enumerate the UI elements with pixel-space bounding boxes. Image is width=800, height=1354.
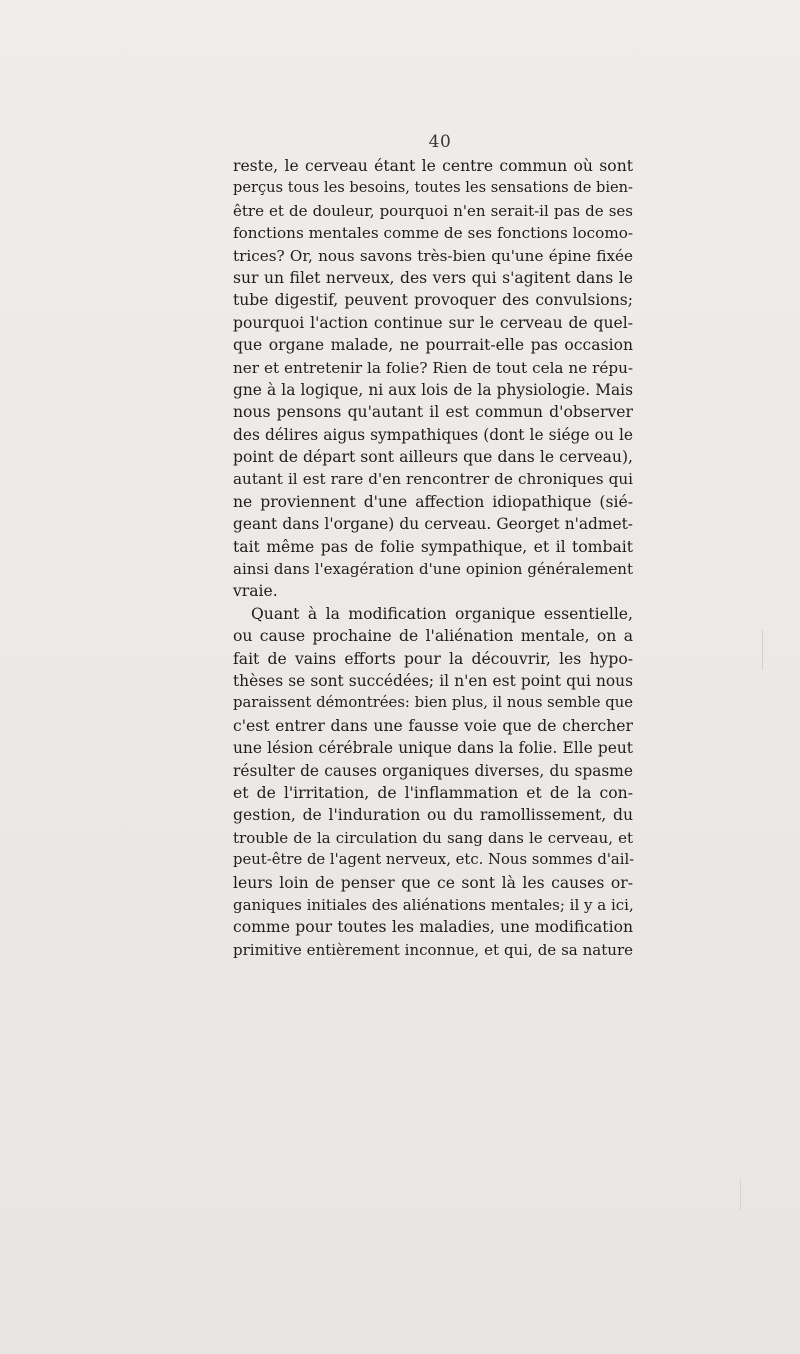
- text-line: des délires aigus sympathiques (dont le siége ou le: [233, 425, 633, 444]
- text-line: trices? Or, nous savons très-bien qu'une épine fixée: [233, 246, 633, 265]
- text-line: perçus tous les besoins, toutes les sensations de bien-: [233, 179, 633, 197]
- page-number: 40: [428, 132, 452, 152]
- text-line: point de départ sont ailleurs que dans le cerveau),: [233, 448, 633, 467]
- text-line: tube digestif, peuvent provoquer des convulsions;: [233, 291, 633, 310]
- text-line: geant dans l'organe) du cerveau. Georget n'admet-: [233, 515, 633, 534]
- text-line: thèses se sont succédées; il n'en est point qui nous: [233, 671, 633, 690]
- text-line: ne proviennent d'une affection idiopathique (sié-: [233, 492, 633, 511]
- paragraph-1: [233, 155, 633, 603]
- text-line: que organe malade, ne pourrait-elle pas occasion: [233, 336, 633, 355]
- text-line: vraie.: [233, 582, 278, 601]
- text-line: reste, le cerveau étant le centre commun où sont: [233, 157, 633, 175]
- paragraph-2: [233, 603, 633, 961]
- text-line: c'est entrer dans une fausse voie que de chercher: [233, 716, 633, 735]
- text-line: nous pensons qu'autant il est commun d'observer: [233, 403, 633, 422]
- text-line: pourquoi l'action continue sur le cerveau de quel-: [233, 313, 633, 332]
- body-text: [233, 155, 633, 961]
- text-line: fait de vains efforts pour la découvrir, les hypo-: [233, 649, 633, 668]
- text-line: trouble de la circulation du sang dans le cerveau, et: [233, 828, 633, 847]
- text-line: tait même pas de folie sympathique, et il tombait: [233, 537, 633, 556]
- text-line: primitive entièrement inconnue, et qui, de sa nature: [233, 940, 633, 959]
- text-line: et de l'irritation, de l'inflammation et de la con-: [233, 783, 633, 802]
- text-line: comme pour toutes les maladies, une modification: [233, 918, 633, 937]
- text-line: ner et entretenir la folie? Rien de tout cela ne répu-: [233, 358, 633, 377]
- text-line: Quant à la modification organique essentielle,: [251, 604, 633, 623]
- text-line: fonctions mentales comme de ses fonctions locomo-: [233, 224, 633, 243]
- text-line: une lésion cérébrale unique dans la folie. Elle peut: [233, 739, 633, 758]
- text-line: ainsi dans l'exagération d'une opinion généralement: [233, 560, 633, 579]
- text-line: autant il est rare d'en rencontrer de chroniques qui: [233, 470, 633, 489]
- text-line: sur un filet nerveux, des vers qui s'agitent dans le: [233, 268, 633, 287]
- text-line: être et de douleur, pourquoi n'en serait-il pas de ses: [233, 201, 633, 220]
- text-line: résulter de causes organiques diverses, du spasme: [233, 761, 633, 780]
- text-line: ou cause prochaine de l'aliénation mentale, on a: [233, 627, 633, 646]
- text-line: paraissent démontrées: bien plus, il nous semble que: [233, 694, 633, 712]
- text-line: gne à la logique, ni aux lois de la physiologie. Mais: [233, 380, 633, 399]
- paper-mark: [762, 630, 763, 670]
- text-line: leurs loin de penser que ce sont là les causes or-: [233, 873, 633, 892]
- text-line: ganiques initiales des aliénations mentales; il y a ici,: [233, 895, 634, 914]
- text-line: gestion, de l'induration ou du ramollissement, du: [233, 806, 633, 825]
- text-line: peut-être de l'agent nerveux, etc. Nous sommes d'ail-: [233, 851, 635, 869]
- paper-mark: [740, 1180, 741, 1210]
